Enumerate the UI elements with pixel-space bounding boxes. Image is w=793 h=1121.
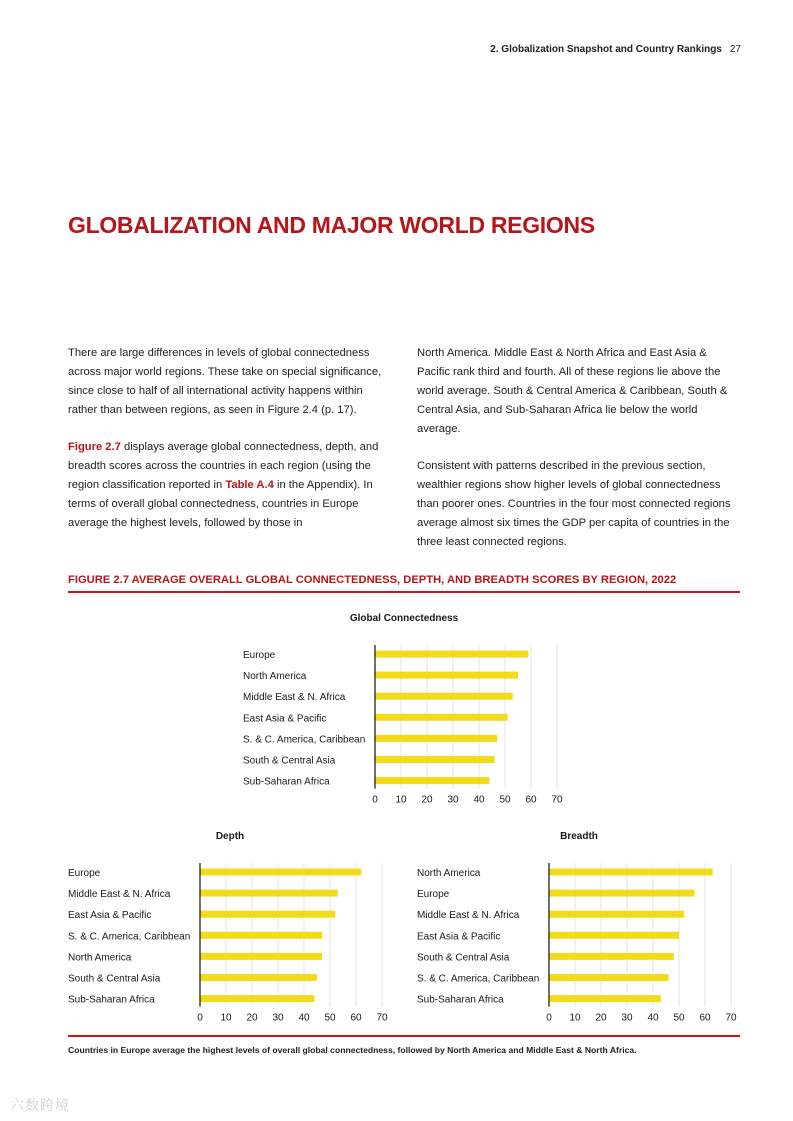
x-tick-label: 20 [421,794,433,806]
bar [375,735,497,742]
bar [549,953,674,960]
figure-reference-link[interactable]: Figure 2.7 [68,441,121,453]
x-tick-label: 60 [699,1012,711,1024]
category-label: Sub-Saharan Africa [68,994,155,1006]
paragraph-intro: There are large differences in levels of global connectedness across major world regions. These take on special significance, since close to half of all international activity happens within rather than between regions, as seen in Figure 2.4 (p. 17). [68,347,382,416]
bar [375,651,528,658]
category-label: Sub-Saharan Africa [243,776,330,788]
bar [375,714,508,721]
bar [549,869,713,876]
bar [549,911,684,918]
x-tick-label: 30 [272,1012,284,1024]
category-label: East Asia & Pacific [417,931,501,943]
x-tick-label: 10 [569,1012,581,1024]
bar [200,890,338,897]
x-tick-label: 20 [595,1012,607,1024]
x-tick-label: 50 [499,794,511,806]
category-label: East Asia & Pacific [243,713,327,725]
category-label: South & Central Asia [243,755,336,767]
bar [549,995,661,1002]
category-label: S. & C. America, Caribbean [417,973,540,985]
x-tick-label: 0 [546,1012,552,1024]
running-title: 2. Globalization Snapshot and Country Rankings [490,44,722,55]
paragraph-text: in the Appendix). In terms of overall global connectedness, countries in Europe average the highest levels, followed by those in [68,479,373,529]
category-label: Sub-Saharan Africa [417,994,504,1006]
section-title: GLOBALIZATION AND MAJOR WORLD REGIONS [68,212,595,238]
x-tick-label: 50 [324,1012,336,1024]
table-reference-link[interactable]: Table A.4 [225,479,274,491]
bar [549,932,679,939]
bar [200,974,317,981]
paragraph-wealth: Consistent with patterns described in the previous section, wealthier regions show higher levels of global connectedness than poorer ones. Countries in the four most connected regions average almost six times the GDP per capita of countries in the three least connected regions. [417,460,731,548]
category-label: S. & C. America, Caribbean [243,734,366,746]
x-tick-label: 30 [621,1012,633,1024]
category-label: North America [417,868,481,879]
figure-title: FIGURE 2.7 AVERAGE OVERALL GLOBAL CONNECTEDNESS, DEPTH, AND BREADTH SCORES BY REGION, 2022 [68,574,677,586]
x-tick-label: 70 [376,1012,388,1024]
bar [375,672,518,679]
category-label: North America [68,952,132,964]
page-number: 27 [729,44,741,55]
category-label: Middle East & N. Africa [417,910,520,922]
x-tick-label: 60 [525,794,537,806]
category-label: Europe [417,889,450,901]
x-tick-label: 0 [372,794,378,806]
x-tick-label: 10 [395,794,407,806]
bar [549,974,669,981]
bar [200,869,361,876]
bar [200,911,335,918]
chart-title: Global Connectedness [349,613,459,624]
bar [549,890,695,897]
bar [375,693,513,700]
x-tick-label: 50 [673,1012,685,1024]
x-tick-label: 60 [350,1012,362,1024]
category-label: Middle East & N. Africa [243,692,346,704]
category-label: Europe [243,650,276,661]
bar [375,756,495,763]
watermark: 六数跨境 [10,1097,70,1113]
bar [375,777,489,784]
x-tick-label: 70 [725,1012,737,1024]
x-tick-label: 70 [551,794,563,806]
category-label: Europe [68,868,101,879]
figure-caption: Countries in Europe average the highest levels of overall global connectedness, followed by North America and Middle East & North Africa. [68,1045,637,1055]
x-tick-label: 0 [197,1012,203,1024]
chart-title: Breadth [560,831,598,842]
x-tick-label: 40 [298,1012,310,1024]
x-tick-label: 40 [647,1012,659,1024]
x-tick-label: 30 [447,794,459,806]
category-label: S. & C. America, Caribbean [68,931,191,943]
bar [200,953,322,960]
chart-title: Depth [215,831,245,842]
category-label: South & Central Asia [417,952,510,964]
category-label: East Asia & Pacific [68,910,152,922]
x-tick-label: 10 [220,1012,232,1024]
paragraph-rankings: North America. Middle East & North Africa and East Asia & Pacific rank third and fourth. All of these regions lie above the world average. South & Central America & Caribbean, South & Central Asia, and Sub-Saharan Africa lie below the world average. [417,347,728,435]
x-tick-label: 20 [246,1012,258,1024]
bar [200,932,322,939]
paragraph-text: displays average global connectedness, depth, and breadth scores across the countries in each region (using the region classification reported in [68,441,379,491]
category-label: South & Central Asia [68,973,161,985]
figure-bottom-rule [68,1035,740,1037]
bar [200,995,314,1002]
category-label: North America [243,671,307,683]
category-label: Middle East & N. Africa [68,889,171,901]
x-tick-label: 40 [473,794,485,806]
